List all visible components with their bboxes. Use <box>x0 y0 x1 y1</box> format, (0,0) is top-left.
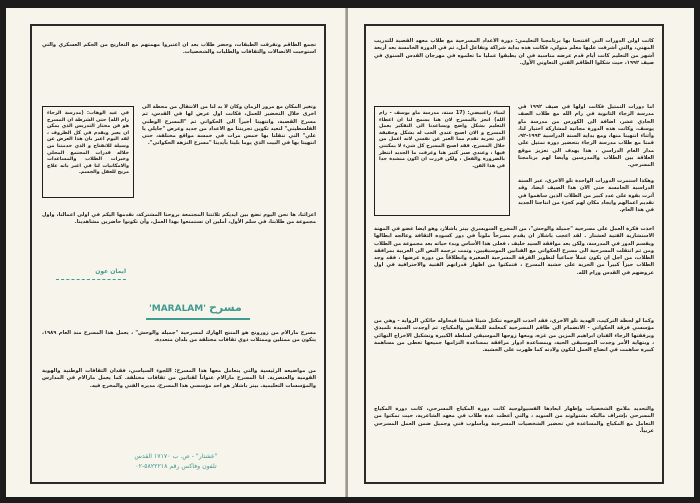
maralam-text-2: من مواضيعه الرئيسية والتي يتعامل معها هذا المسرح: اللجوء السياسي، فقدان الثقافات الوطنية والهوية القومية والعنصرية. انا المسرح مارالام عنواناً لقناتين من ثقافات مختلفة. كما يعمل مارالام في المدارس والمؤسسات التعليمية. بيتر باشلار هو احد مؤسسي هذا المسرح، مديره الفني والمخرج فيه. <box>42 368 316 389</box>
student-quote-box: في عيد الوهاب: (مدرسة الرجاء رام الله) حتى الشرطة ان المسرح هو فن مختار التدريس الذي يمكن ان يعبر ويقدم في كل الظروف ، لقد اليوم اعبر بان هذا العرض عن وسيلة للانفتاح و الذي خدمتنا من خلاله قدرات المجتمع المحلي وخبرات الطلاب والمساعدات والامكانيات لنا في اعبر بانه علاج مريح للعقل والجسم. <box>42 106 134 198</box>
heading-underline <box>146 318 250 320</box>
signature-underline <box>56 279 126 280</box>
student-quote-box-right: لمياء راغبيضي: (17 سنة، مدرسة ماو يوسف - رام الله) انجز بالمسرح لان هنا يسمح لنا ان اعطاء التعليم بشكل واضح ويساعدنا الى التفكير بعمل المسرح و الان اصبح عندي الحب له بشكل وحقيقة الى تجربة تقدم مما العبر عن نفسي لانه اعمل من خلال المسرح. فقد اصبح المسرح كل شيء لا يمكنني فيها ، وعندي صبر كثير هنا وعرفت ما الجديد انتظر بالضرورة والفعل ، ولكن قررت ان اكون منشدة جدا في هذا الفن. <box>374 106 510 216</box>
section-heading-en: 'MARALAM' <box>149 304 206 314</box>
right-para-2: اما دورات التمثيل فكانت أولها في صيف ١٩٩٢ في مدرسة الرجاء الثانوية في رام الله مع طلاب الصف الحادي عشر، اضافة الى الكورس من مدرسة ماو يوسف، وكانت هذه الدورة مجانية لمشاركة اختيار لنا، وأثناء انتهينا منها، ومع بداية السنة الدراسية ١٩٩٣-٩٢، قمنا مع طلاب مدرسة الرجاء بتحضير دورة تمثيل على مدار العام الدراسي ، هذا يهدف الى تعزيز موقع العلاقة بين الطلاب والمدرسين وأيضا لهم برنامجنا المسرحي. <box>518 104 654 169</box>
right-para-3: وهكذا استمرت الدورات الواحدة تلو الأخرى، عبر السنة الدراسية الخامسة حتى الان هذا الصيف ايضا، وقد أثرت بقوة على عدد كبير من الطلاب الذين ساهموا في تقديم اعمالهم وايجاد مكان لهم كجزء من انتاجنا الجديد في هذا العام. <box>518 178 654 214</box>
left-page <box>6 8 346 497</box>
right-para-1: كانت أولى الدورات التي افتتحنا بها برنامجنا التعليمي: دورة الاعداد المسرحية مع طلاب معهد القصبة للتدريب المهني، والتي أشرفت عليها معلم متولي، فكانت هذه بداية شراكة وتفاعل أمل، ثم في الدورة الخامسة بعد أربعة أشهر من التعليم كانت أيام قدم عرضه مناسبة في ان يطبقوا عمليا ما تعلموه في مهرجان القدس السنوي في صيف ١٩٩٢، حيث شكلوا الطاقم الفني التعاوني الأول. <box>374 38 654 66</box>
contact-address: "عشتار" - ص. ب ١٧١٧٠ القدس <box>134 453 218 460</box>
right-para-6: والتحديد ملامح الشخصيات وإظهار ابعادها الفسيولوجية كانت دورة المكياج المسرحي، كانت دورة المكياج المسرحي بإشراف ماليكه بشتولوند من السويد ، والتي أعطت عدة طلاب في معهد الشاعرية، حيث تمكنوا من التعامل مع المكياج والمساعدة في تحضير الشخصيات المسرحية وبأسلوب فني وجميل ضمن العمل المسرحي عربياً. <box>374 406 654 434</box>
right-page <box>348 8 694 497</box>
signature-text: ايمان عون <box>95 268 126 275</box>
right-para-4: أخذت فكرة العمل على مسرحية "جميلة والوحش"، من المخرج السويسري بيتر باشلار، وهو ايضا عضو في المهنة الاستشارية الفنية لعشتار . لقد اعجب باشلار ان يقدم مسرحاً ملوناً في دور كسوده الثقافة وعالجه ابطالها ويقسم الدور في المدرسة، ولكن بعد موافقة السيد خليف ، فعلى هذا الأساس وبدء حياته بعد مجموعة من الطلاب ومن ثم انتقلت المسرحية الى مسرح الحكواتي مع الفنانين الموسيقيين، وتمت ترجمة النص الى العربية بمرافقة الطلاب، من اجل ان يكون عملاً جماعياً لتطوير الفرقة المسرحية الصغيرة وانطلاقاً من دورة عرضها ، فقد وجد الطلاب حيزاً كبيراً من الحرية على خشبة المسرح ، فتمكنوا من اظهار قدراتهم الفنية والاحترافية في اول عروضهم في القدس ورام الله. <box>374 226 654 276</box>
right-para-5: وكما لو لحظة التركيب، الهدية تلو الآخرى، فقد أخذت الوجوه تنكتل شيئا فشيئاً فيحاوله حائکي الرواية - وهي من مؤسسي فرقة الحكواتي - الانضمام الى طاقم المسرحية كمعلمة للملابس والمكياج، ثم أوجدت السيدة تلميذي وبرفقتها الرجاء الفنان ابراهيم المزين من غزة، ومعها زوجها الموسيقي لسلطة الكبيرة وتشكيل الاخراج النهائي ، وبنهاية الأمر وجدت الموسيقى الحية، وبمساعدة ادوار مرافقة بمساعدة التزامها جميعها تعطى من مساهمة كبيرة ساهمت في انضاج العمل لتكون ولادته كما ظهرت على الخشبة. <box>374 318 654 354</box>
section-heading-ar: مسرح <box>209 301 242 314</box>
maralam-text: مسرح مارالام من زورونخ هو المنتج الهارك لمسرحية "جميلة والوحش" ، يعمل هذا المسرح منذ العام ١٩٨٩، يتكون من ممثلين وممثلات ذوي ثقافات مختلفة من بلدان متعددة. <box>42 330 316 344</box>
left-main-text: وتغير المكان مع مرور الزمان وكان لا بد لنا من الانتقال من محطة الى اخرى خلال التحضير للعمل، فكانت اول عرض لها في القدس، ثم مسرح القصبة، وانتهينا أخيراً الى الحكواتي ثم "المسرح الوطني الفلسطيني" لتعيد تكوين تجربتنا مع الاعداد من جديد وعرض "جايلي يا علي" التي تنقلنا بها خمس مرات في خمسة مواقع مختلفة، حتى انتهينا بها في البيت الذي يوما بلينا بأيدينا "مسرح النزهة الحكواتي". <box>142 104 316 147</box>
left-closing-text: أعزائنا، ها نحن اليوم نضع بين أيديكم ثلاثتنا المجتمعة بروحنا المشتركة، نقدمها اليكم في أولى اعمالنا، وأول مجموعة من طلابنا، في سلم الأول، أملين ان تستمتعوا بهذا العمل، وأن تكونوا حاضرين مشاهدينا. <box>42 212 316 226</box>
contact-phone: تلفون وفاكس رقم ٥٨٢٢٢١٨-٠٢ <box>135 463 217 470</box>
left-intro-text: تجمع الطاقم وتفرقت الطبقات، وحضر طلاب بعد أن اعتبروا مهمتهم مع التعاريج من الحكم العسكري والتي استوجبت الاتصالات والثقافات والطلبات والشخصيات. <box>42 42 316 56</box>
